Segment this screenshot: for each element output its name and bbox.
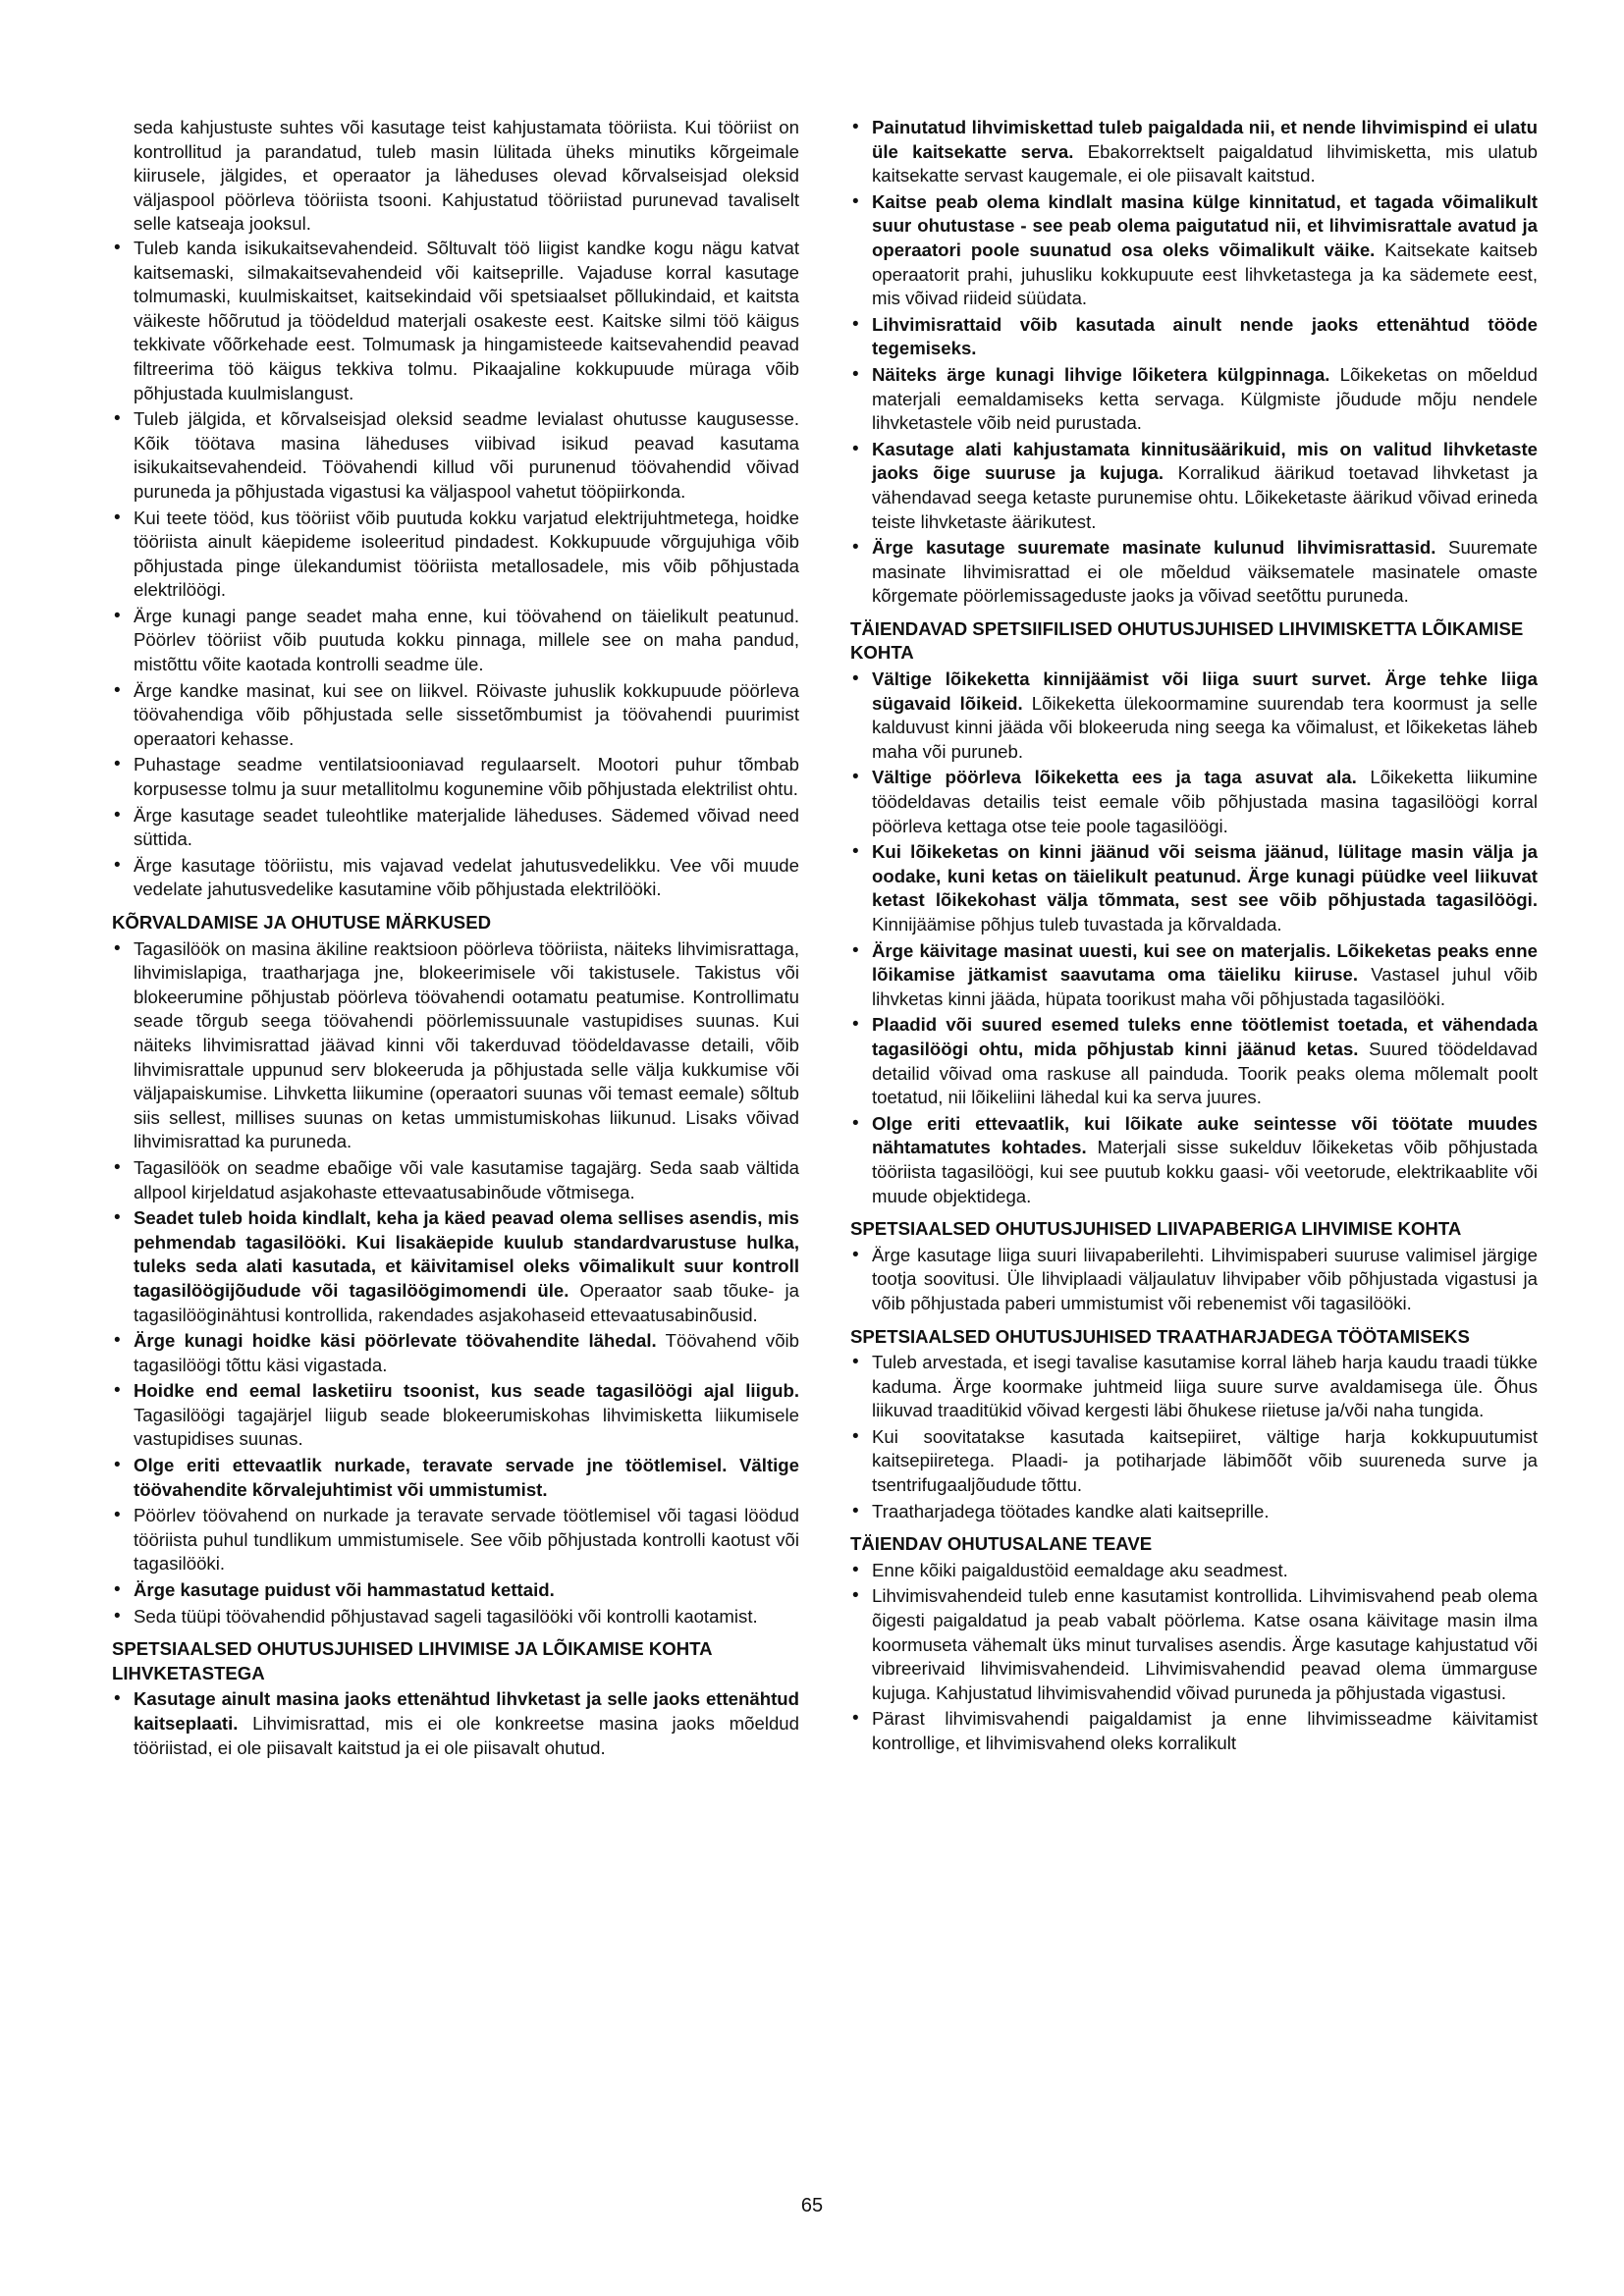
bullet-bold-text: Olge eriti ettevaatlik nurkade, teravate servade jne töötlemisel. Vältige töövahendite kõrvalejuhtimist või ummistumist. bbox=[134, 1455, 799, 1500]
bullet-list bbox=[850, 1244, 1538, 1316]
list-item bbox=[850, 1559, 1538, 1583]
bullet-text: Ärge kasutage liiga suuri liivapaberilehti. Lihvimispaberi suuruse valimisel järgige tootja soovitusi. Üle lihviplaadi väljaulatuv lihvipaber võib põhjustada vigastusi ja võib põhjustada paberi ummistumist või rebenemist või tagasilööki. bbox=[872, 1244, 1538, 1313]
bullet-bold-text: Ärge kasutage puidust või hammastatud kettaid. bbox=[134, 1579, 555, 1601]
bullet-text: Kui teete tööd, kus tööriist võib puutuda kokku varjatud elektrijuhtmetega, hoidke tööriista ainult käepideme isoleeritud pindadest. Kokkupuude võrgujuhiga võib põhjustada pinge ülekandumist tööriista metallosadele, mis võib põhjustada elektrilöögi. bbox=[134, 507, 799, 601]
list-item bbox=[850, 1500, 1538, 1524]
bullet-text: Ärge kandke masinat, kui see on liikvel. Röivaste juhuslik kokkupuude pöörleva töövahendiga võib põhjustada selle sissetõmbumist ja töövahendi puurimist operaatori kehasse. bbox=[134, 679, 799, 749]
list-item bbox=[112, 507, 799, 603]
bullet-list bbox=[112, 1687, 799, 1760]
page-number: 65 bbox=[800, 2195, 824, 2216]
bullet-text: Puhastage seadme ventilatsiooniavad regulaarselt. Mootori puhur tõmbab korpusesse tolmu ja suur metallitolmu kogunemine võib põhjustada elektrilist ohtu. bbox=[134, 754, 799, 800]
section-heading: TÄIENDAV OHUTUSALANE TEAVE bbox=[850, 1533, 1153, 1555]
list-item bbox=[850, 1584, 1538, 1705]
list-item bbox=[112, 804, 799, 852]
list-item bbox=[112, 937, 799, 1154]
section-heading: SPETSIAALSED OHUTUSJUHISED LIHVIMISE JA LÕIKAMISE KOHTA LIHVKETASTEGA bbox=[112, 1638, 712, 1683]
bullet-text: Tuleb kanda isikukaitsevahendeid. Sõltuvalt töö liigist kandke kogu nägu katvat kaitsemaski, silmakaitsevahendeid või kaitseprille. Vajaduse korral kasutage tolmumaski, kuulmiskaitset, kaitsekindaid või spetsiaalset põllukindaid, et kaitsta väikeste hõõrutud ja töödeldud materjali osakeste eest. Kaitske silmi töö käigus tekkivate võõrkehade eest. Tolmumask ja hingamisteede kaitsevahendid peavad filtreerima töö käigus tekkiva tolmu. Pikaajaline kokkupuude müraga võib põhjustada kuulmislangust. bbox=[134, 237, 799, 403]
bullet-bold-text: Kui lõikeketas on kinni jäänud või seisma jäänud, lülitage masin välja ja oodake, kuni ketas on täielikult peatunud. Ärge kunagi püüdke veel liikuvat ketast lõikekohast välja tõmmata, sest see võib põhjustada tagasilöögi. bbox=[872, 841, 1538, 911]
list-item bbox=[850, 438, 1538, 534]
section-heading: TÄIENDAVAD SPETSIIFILISED OHUTUSJUHISED LIHVIMISKETTA LÕIKAMISE KOHTA bbox=[850, 617, 1524, 664]
bullet-bold-text: Vältige lõikeketta kinnijäämist või liiga suurt survet. Ärge tehke liiga sügavaid lõikeid. bbox=[872, 668, 1538, 714]
list-item bbox=[112, 407, 799, 504]
bullet-bold-text: Olge eriti ettevaatlik, kui lõikate auke seintesse või töötate muudes nähtamatutes kohtades. bbox=[872, 1112, 1538, 1158]
bullet-text: Lõikeketta ülekoormamine suurendab tera koormust ja selle kalduvust kinni jääda või blokeeruda ning seega ka võimalust, et lõikeketas läheb maha või puruneb. bbox=[872, 692, 1538, 762]
bullet-bold-text: Painutatud lihvimiskettad tuleb paigaldada nii, et nende lihvimispind ei ulatu üle kaitsekatte serva. bbox=[872, 117, 1538, 162]
left-column bbox=[112, 116, 799, 1762]
bullet-text: Suured töödeldavad detailid võivad oma raskuse all painduda. Toorik peaks olema mõlemalt poolt toetatud, nii lõikeliini lähedal kui ka serva juures. bbox=[872, 1038, 1538, 1108]
bullet-bold-text: Kasutage alati kahjustamata kinnitusäärikuid, mis on valitud lihvketaste jaoks õige suuruse ja kujuga. bbox=[872, 438, 1538, 484]
list-item bbox=[850, 840, 1538, 936]
bullet-text: Ärge kasutage tööriistu, mis vajavad vedelat jahutusvedelikku. Vee või muude vedelate jahutusvedelike kasutamine võib põhjustada elektrilööki. bbox=[134, 854, 799, 900]
bullet-text: Kui soovitatakse kasutada kaitsepiiret, vältige harja kokkupuutumist kaitsepiiretega. Plaadi- ja potiharjade läbimõõt võib suureneda surve ja tsentrifugaaljõudude tõttu. bbox=[872, 1425, 1538, 1496]
bullet-bold-text: Seadet tuleb hoida kindlalt, keha ja käed peavad olema sellises asendis, mis pehmendab tagasilööki. Kui lisakäepide kuulub standardvarustuse hulka, tuleks seda alati kasutada, et käivitamisel oleks võimalikult suur kontroll tagasilöögijõudude või tagasilöögimomendi üle. bbox=[134, 1207, 799, 1301]
list-item bbox=[850, 363, 1538, 436]
list-item bbox=[112, 605, 799, 677]
list-item bbox=[850, 766, 1538, 838]
bullet-text: Ebakorrektselt paigaldatud lihvimisketta, mis ulatub kaitsekatte servast kaugemale, ei ole piisavalt kaitstud. bbox=[872, 140, 1538, 187]
list-item bbox=[112, 1578, 799, 1603]
bullet-text: Ärge kunagi pange seadet maha enne, kui töövahend on täielikult peatunud. Pöörlev tööriist võib puutuda kokku pinnaga, millele see on maha pandud, mistõttu võite kaotada kontrolli seadme üle. bbox=[134, 605, 799, 675]
list-item bbox=[112, 1454, 799, 1502]
bullet-text: Lõikeketas on mõeldud materjali eemaldamiseks ketta servaga. Külgmiste jõudude mõju nendele lihvketastele võib neid purustada. bbox=[872, 363, 1538, 434]
bullet-bold-text: Lihvimisrattaid võib kasutada ainult nende jaoks ettenähtud tööde tegemiseks. bbox=[872, 313, 1538, 359]
bullet-text: Vastasel juhul võib lihvketas kinni jääda, hüpata toorikust maha või põhjustada tagasilööki. bbox=[872, 964, 1539, 1009]
bullet-list bbox=[112, 237, 799, 902]
bullet-text: Enne kõiki paigaldustöid eemaldage aku seadmest. bbox=[872, 1559, 1288, 1580]
section-heading: KÕRVALDAMISE JA OHUTUSE MÄRKUSED bbox=[112, 912, 492, 933]
bullet-text: Pöörlev töövahend on nurkade ja teravate servade töötlemisel või tagasi löödud tööriista puhul tundlikum ummistumisele. See võib põhjustada kontrolli kaotust või tagasilööki. bbox=[134, 1505, 799, 1575]
list-item bbox=[850, 1244, 1538, 1316]
bullet-bold-text: Plaadid või suured esemed tuleks enne töötlemist toetada, et vähendada tagasilöögi ohtu, mida põhjustab kinni jäänud ketas. bbox=[872, 1014, 1538, 1059]
bullet-text: Korralikud äärikud toetavad lihvketast ja vähendavad seega ketaste purunemise ohtu. Lõikeketaste äärikud võivad erineda teiste lihvketaste äärikutest. bbox=[872, 462, 1538, 532]
bullet-list bbox=[850, 1351, 1538, 1523]
bullet-text: Töövahend võib tagasilöögi tõttu käsi vigastada. bbox=[134, 1330, 800, 1375]
bullet-text: Ärge kasutage seadet tuleohtlike materjalide läheduses. Sädemed võivad need süttida. bbox=[134, 804, 799, 850]
list-item bbox=[850, 1351, 1538, 1423]
bullet-bold-text: Ärge kunagi hoidke käsi pöörlevate töövahendite lähedal. bbox=[134, 1330, 657, 1352]
section-heading: SPETSIAALSED OHUTUSJUHISED TRAATHARJADEGA TÖÖTAMISEKS bbox=[850, 1325, 1470, 1347]
bullet-bold-text: Hoidke end eemal lasketiiru tsoonist, kus seade tagasilöögi ajal liigub. bbox=[134, 1380, 799, 1402]
bullet-text: Tagasilöögi tagajärjel liigub seade blokeerumiskohas lihvimisketta liikumisele vastupidises suunas. bbox=[134, 1404, 799, 1450]
list-item bbox=[850, 190, 1538, 311]
list-item bbox=[850, 1013, 1538, 1109]
list-item bbox=[850, 939, 1538, 1012]
bullet-list bbox=[112, 937, 799, 1629]
bullet-text: Operaator saab tõuke- ja tagasilööginähtusi kontrollida, rakendades asjakohaseid ettevaatusabinõusid. bbox=[134, 1279, 799, 1325]
list-item bbox=[112, 1156, 799, 1204]
bullet-text: Tagasilöök on masina äkiline reaktsioon pöörleva tööriista, näiteks lihvimisrattaga, lihvimislapiga, traatharjaga jne, blokeerimisele või takistusele. Takistus või blokeerumine põhjustab pöörleva töövahendi ootamatu peatumise. Kontrollimatu seade tõrgub seega töövahendi pöörlemissuunale vastupidises suunas. Kui näiteks lihvimisrattad jäävad kinni või takerduvad töödeldavasse detaili, võib lihvimisrattale uppunud serv blokeeruda ja põhjustada selle välja kukkumise või väljapaiskumise. Lihvketta liikumine (operaatori suunas või temast eemale) sõltub siis sellest, millises suunas on ketas ummistumiskohas liikunud. Lisaks võivad lihvimisrattad ka puruneda. bbox=[134, 937, 799, 1152]
bullet-bold-text: Kasutage ainult masina jaoks ettenähtud lihvketast ja selle jaoks ettenähtud kaitseplaati. bbox=[134, 1688, 799, 1734]
list-item bbox=[112, 1329, 799, 1377]
bullet-bold-text: Kaitse peab olema kindlalt masina külge kinnitatud, et tagada võimalikult suur ohutustase - see peab olema paigutatud nii, et lihvimisrattale avatud ja operaatori poole suunatud osa oleks võimalikult väike. bbox=[872, 190, 1538, 260]
list-item bbox=[112, 753, 799, 801]
bullet-text: Materjali sisse sukelduv lõikeketas võib põhjustada tööriista tagasilöögi, kui see puutub kokku gaasi- või veetorude, elektrikaablite või muude objektidega. bbox=[872, 1137, 1538, 1206]
list-item bbox=[850, 1425, 1538, 1498]
bullet-text: Lihvimisrattad, mis ei ole konkreetse masina jaoks mõeldud tööriistad, ei ole piisavalt kaitstud ja ei ole piisavalt ohutud. bbox=[134, 1713, 799, 1758]
list-item bbox=[850, 536, 1538, 609]
bullet-bold-text: Ärge kasutage suuremate masinate kulunud lihvimisrattasid. bbox=[872, 537, 1436, 559]
list-item bbox=[850, 667, 1538, 764]
bullet-text: Tuleb jälgida, et kõrvalseisjad oleksid seadme levialast ohutusse kaugusesse. Kõik töötava masina läheduses viibivad isikud peavad kasutama isikukaitsevahendeid. Töövahendi killud või purunenud töövahendid võivad puruneda ja põhjustada vigastusi ka väljaspool vahetut tööpiirkonda. bbox=[134, 408, 799, 502]
list-item bbox=[112, 679, 799, 752]
bullet-bold-text: Ärge käivitage masinat uuesti, kui see on materjalis. Lõikeketas peaks enne lõikamise jätkamist saavutama oma täieliku kiiruse. bbox=[872, 939, 1538, 986]
list-item bbox=[112, 1605, 799, 1629]
bullet-text: Kaitsekate kaitseb operaatorit prahi, juhusliku kokkupuute eest lihvketastega ja ka sädemete eest, mis võivad riideid süüdata. bbox=[872, 239, 1538, 309]
bullet-text: Pärast lihvimisvahendi paigaldamist ja enne lihvimisseadme käivitamist kontrollige, et lihvimisvahend oleks korralikult bbox=[872, 1708, 1538, 1753]
bullet-list bbox=[850, 667, 1538, 1208]
bullet-text: Suuremate masinate lihvimisrattad ei ole mõeldud väiksematele masinatele omaste kõrgemate pöörlemissageduste jaoks ja võivad seetõttu puruneda. bbox=[872, 537, 1538, 607]
bullet-text: Kinnijäämise põhjus tuleb tuvastada ja kõrvaldada. bbox=[872, 914, 1282, 934]
intro-paragraph: seda kahjustuste suhtes või kasutage teist kahjustamata tööriista. Kui tööriist on kontrollitud ja parandatud, tuleb masin lülitada üheks minutiks kõrgeimale kiirusele, jälgides, et operaator ja läheduses olevad kõrvalseisjad oleksid väljaspool pöörleva tööriista tsooni. Kahjustatud tööriistad purunevad tavaliselt selle katseaja jooksul. bbox=[134, 117, 799, 235]
bullet-text: Seda tüüpi töövahendid põhjustavad sageli tagasilööki või kontrolli kaotamist. bbox=[134, 1605, 758, 1627]
bullet-bold-text: Näiteks ärge kunagi lihvige lõiketera külgpinnaga. bbox=[872, 363, 1330, 385]
bullet-text: Tuleb arvestada, et isegi tavalise kasutamise korral läheb harja kaudu traadi tükke kaduma. Ärge koormake juhtmeid liiga suure surve avaldamisega üle. Õhus liikuvad traaditükid võivad kergesti läbi õhukese riietuse ja/või naha tungida. bbox=[872, 1352, 1538, 1421]
list-item bbox=[112, 854, 799, 902]
bullet-text: Traatharjadega töötades kandke alati kaitseprille. bbox=[872, 1500, 1270, 1522]
list-item bbox=[850, 1707, 1538, 1755]
list-item bbox=[112, 1504, 799, 1576]
bullet-bold-text: Vältige pöörleva lõikeketta ees ja taga asuvat ala. bbox=[872, 767, 1357, 788]
list-item bbox=[112, 1687, 799, 1760]
list-item bbox=[112, 1379, 799, 1452]
list-item bbox=[850, 116, 1538, 188]
bullet-text: Tagasilöök on seadme ebaõige või vale kasutamise tagajärg. Seda saab vältida allpool kirjeldatud asjakohaste ettevaatusabinõude võtmisega. bbox=[134, 1156, 799, 1202]
list-item bbox=[850, 313, 1538, 361]
right-column bbox=[850, 116, 1538, 1758]
list-item bbox=[112, 237, 799, 405]
section-heading: SPETSIAALSED OHUTUSJUHISED LIIVAPABERIGA LIHVIMISE KOHTA bbox=[850, 1218, 1462, 1240]
list-item bbox=[112, 1206, 799, 1327]
list-item bbox=[850, 1112, 1538, 1208]
bullet-list bbox=[850, 116, 1538, 609]
bullet-text: Lõikeketta liikumine töödeldavas detailis teist eemale võib põhjustada masina tagasilöögi korral pöörleva kettaga otse teie poole tagasilöögi. bbox=[872, 767, 1538, 836]
bullet-text: Lihvimisvahendeid tuleb enne kasutamist kontrollida. Lihvimisvahend peab olema õigesti paigaldatud ja peab vabalt pöörlema. Katse osana käivitage masin ilma koormuseta vähemalt üks minut turvalises asendis. Ärge kasutage kahjustatud või vibreerivaid lihvimisvahendeid. Lihvimisvahendid peavad olema ümmarguse kujuga. Kahjustatud lihvimisvahendid võivad puruneda ja põhjustada vigastusi. bbox=[872, 1585, 1538, 1703]
bullet-list bbox=[850, 1559, 1538, 1756]
